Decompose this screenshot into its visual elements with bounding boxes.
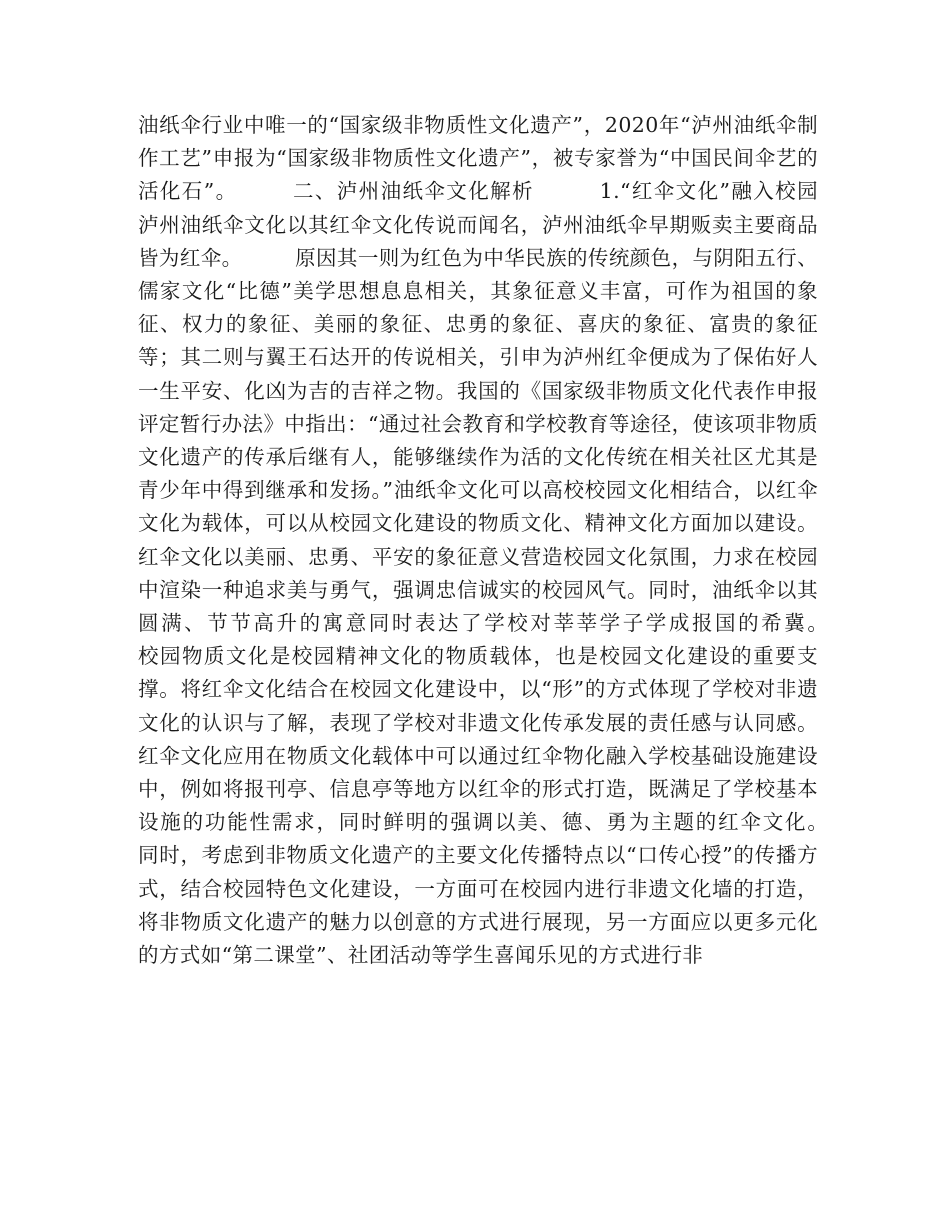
body-paragraph: 油纸伞行业中唯一的“国家级非物质性文化遗产”，2020年“泸州油纸伞制作工艺”申报为“国家级非物质性文化遗产”，被专家誉为“中国民间伞艺的活化石”。 二、泸州油纸伞文化解析 1.“红伞文化”融入校园 泸州油纸伞文化以其红伞文化传说而闻名，泸州油纸伞早期贩卖主要商品皆为红伞。 原因其一则为红色为中华民族的传统颜色，与阴阳五行、儒家文化“比德”美学思想息息相关，其象征意义丰富，可作为祖国的象征、权力的象征、美丽的象征、忠勇的象征、喜庆的象征、富贵的象征等；其二则与翼王石达开的传说相关，引申为泸州红伞便成为了保佑好人一生平安、化凶为吉的吉祥之物。我国的《国家级非物质文化代表作申报评定暂行办法》中指出：“通过社会教育和学校教育等途径，使该项非物质文化遗产的传承后继有人，能够继续作为活的文化传统在相关社区尤其是青少年中得到继承和发扬。”油纸伞文化可以高校校园文化相结合，以红伞文化为载体，可以从校园文化建设的物质文化、精神文化方面加以建设。红伞文化以美丽、忠勇、平安的象征意义营造校园文化氛围，力求在校园中渲染一种追求美与勇气，强调忠信诚实的校园风气。同时，油纸伞以其圆满、节节高升的寓意同时表达了学校对莘莘学子学成报国的希冀。 校园物质文化是校园精神文化的物质载体，也是校园文化建设的重要支撑。将红伞文化结合在校园文化建设中，以“形”的方式体现了学校对非遗文化的认识与了解，表现了学校对非遗文化传承发展的责任感与认同感。红伞文化应用在物质文化载体中可以通过红伞物化融入学校基础设施建设中，例如将报刊亭、信息亭等地方以红伞的形式打造，既满足了学校基本设施的功能性需求，同时鲜明的强调以美、德、勇为主题的红伞文化。 同时，考虑到非物质文化遗产的主要文化传播特点以“口传心授”的传播方式，结合校园特色文化建设，一方面可在校园内进行非遗文化墙的打造，将非物质文化遗产的魅力以创意的方式进行展现，另一方面应以更多元化的方式如“第二课堂”、社团活动等学生喜闻乐见的方式进行非 — [138, 113, 881, 968]
